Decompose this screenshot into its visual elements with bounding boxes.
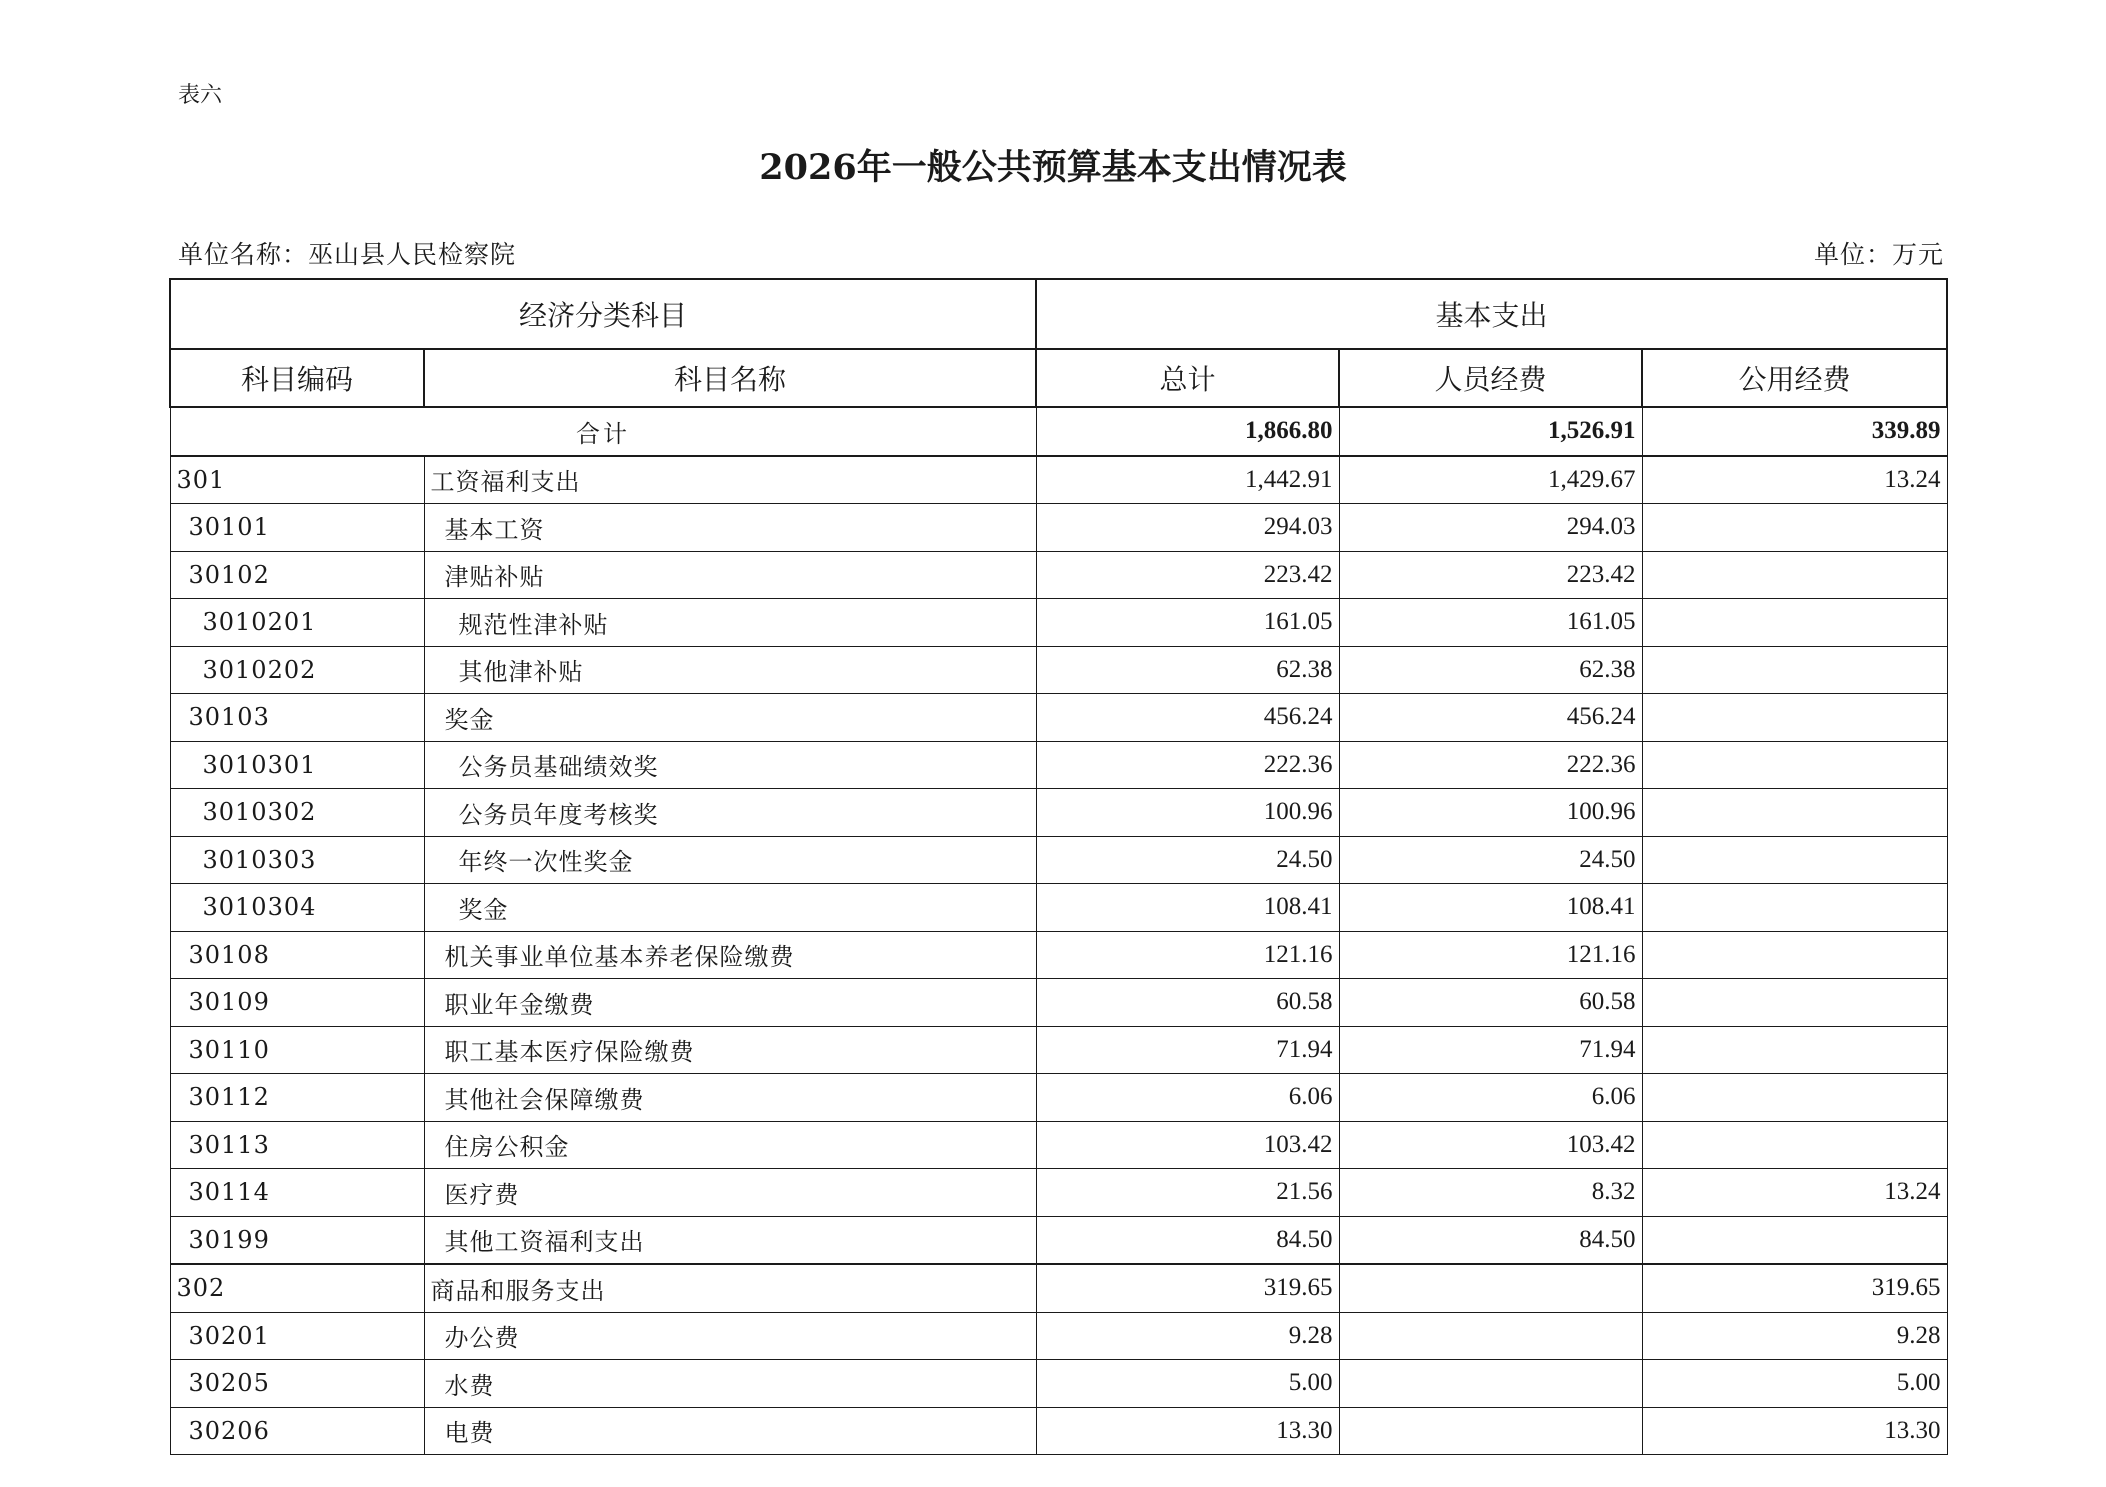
row-name: 其他社会保障缴费 [424,1074,1036,1122]
row-total: 6.06 [1036,1074,1339,1122]
row-total: 60.58 [1036,979,1339,1027]
table-row [170,456,1947,504]
row-total: 100.96 [1036,789,1339,837]
row-public: 13.30 [1642,1407,1947,1455]
row-personnel [1339,1360,1642,1408]
row-public: 319.65 [1642,1264,1947,1312]
row-code: 3010304 [170,884,424,932]
row-name: 规范性津补贴 [424,599,1036,647]
total-total: 1,866.80 [1036,407,1339,456]
header-name: 科目名称 [424,349,1036,407]
row-total: 108.41 [1036,884,1339,932]
row-personnel: 121.16 [1339,931,1642,979]
row-name: 基本工资 [424,504,1036,552]
row-code: 30201 [170,1312,424,1360]
row-code: 30108 [170,931,424,979]
row-personnel: 71.94 [1339,1026,1642,1074]
row-personnel: 294.03 [1339,504,1642,552]
row-personnel [1339,1264,1642,1312]
table-label: 表六 [178,83,223,108]
row-public [1642,646,1947,694]
row-public [1642,599,1947,647]
budget-table [169,278,1948,1455]
row-personnel: 8.32 [1339,1169,1642,1217]
row-total: 222.36 [1036,741,1339,789]
row-personnel: 84.50 [1339,1216,1642,1264]
row-name: 住房公积金 [424,1121,1036,1169]
row-name: 奖金 [424,884,1036,932]
row-public [1642,1216,1947,1264]
row-name: 年终一次性奖金 [424,836,1036,884]
row-public: 5.00 [1642,1360,1947,1408]
total-personnel: 1,526.91 [1339,407,1642,456]
page-title: 2026年一般公共预算基本支出情况表 [759,147,1347,188]
header-econ-class: 经济分类科目 [170,279,1036,349]
row-code: 30114 [170,1169,424,1217]
header-total: 总计 [1036,349,1339,407]
table-row [170,1216,1947,1264]
row-public [1642,504,1947,552]
header-row-group [170,279,1947,349]
table-row [170,1312,1947,1360]
row-total: 13.30 [1036,1407,1339,1455]
header-public: 公用经费 [1642,349,1947,407]
table-row [170,1407,1947,1455]
row-code: 30109 [170,979,424,1027]
row-code: 302 [170,1264,424,1312]
row-code: 30113 [170,1121,424,1169]
table-row [170,646,1947,694]
row-total: 21.56 [1036,1169,1339,1217]
row-public [1642,884,1947,932]
row-name: 津贴补贴 [424,551,1036,599]
row-personnel: 108.41 [1339,884,1642,932]
header-row-columns [170,349,1947,407]
row-public [1642,931,1947,979]
row-personnel: 1,429.67 [1339,456,1642,504]
row-code: 3010202 [170,646,424,694]
row-code: 30103 [170,694,424,742]
row-personnel [1339,1312,1642,1360]
row-public [1642,551,1947,599]
table-row [170,1121,1947,1169]
header-personnel: 人员经费 [1339,349,1642,407]
row-public [1642,789,1947,837]
row-name: 奖金 [424,694,1036,742]
row-name: 其他津补贴 [424,646,1036,694]
row-code: 3010302 [170,789,424,837]
row-name: 机关事业单位基本养老保险缴费 [424,931,1036,979]
currency-unit: 单位：万元 [1813,240,1944,269]
row-code: 30102 [170,551,424,599]
table-row [170,1169,1947,1217]
row-public [1642,694,1947,742]
unit-name: 单位名称：巫山县人民检察院 [178,240,517,269]
table-row [170,1360,1947,1408]
row-code: 30112 [170,1074,424,1122]
row-name: 职工基本医疗保险缴费 [424,1026,1036,1074]
table-row [170,836,1947,884]
row-personnel: 24.50 [1339,836,1642,884]
row-name: 办公费 [424,1312,1036,1360]
row-code: 30199 [170,1216,424,1264]
row-public [1642,979,1947,1027]
row-public: 9.28 [1642,1312,1947,1360]
row-total: 103.42 [1036,1121,1339,1169]
row-personnel: 100.96 [1339,789,1642,837]
row-total: 223.42 [1036,551,1339,599]
table-row [170,1026,1947,1074]
row-code: 301 [170,456,424,504]
row-personnel: 161.05 [1339,599,1642,647]
row-total: 71.94 [1036,1026,1339,1074]
table-row [170,551,1947,599]
row-code: 30206 [170,1407,424,1455]
row-code: 30205 [170,1360,424,1408]
row-total: 84.50 [1036,1216,1339,1264]
row-total: 456.24 [1036,694,1339,742]
row-public [1642,1121,1947,1169]
row-code: 30101 [170,504,424,552]
table-row [170,504,1947,552]
row-code: 3010301 [170,741,424,789]
row-personnel: 60.58 [1339,979,1642,1027]
row-name: 商品和服务支出 [424,1264,1036,1312]
row-total: 121.16 [1036,931,1339,979]
table-row [170,741,1947,789]
row-public [1642,836,1947,884]
row-personnel: 223.42 [1339,551,1642,599]
row-personnel: 6.06 [1339,1074,1642,1122]
row-name: 电费 [424,1407,1036,1455]
row-personnel: 222.36 [1339,741,1642,789]
row-public [1642,741,1947,789]
row-code: 30110 [170,1026,424,1074]
row-total: 1,442.91 [1036,456,1339,504]
row-total: 5.00 [1036,1360,1339,1408]
row-code: 3010303 [170,836,424,884]
row-public [1642,1074,1947,1122]
table-row [170,694,1947,742]
table-row [170,884,1947,932]
row-total: 161.05 [1036,599,1339,647]
table-row [170,789,1947,837]
table-row [170,979,1947,1027]
row-name: 其他工资福利支出 [424,1216,1036,1264]
table-row [170,1264,1947,1312]
row-name: 职业年金缴费 [424,979,1036,1027]
row-personnel: 456.24 [1339,694,1642,742]
row-total: 62.38 [1036,646,1339,694]
row-public: 13.24 [1642,1169,1947,1217]
table-row [170,931,1947,979]
total-public: 339.89 [1642,407,1947,456]
row-code: 3010201 [170,599,424,647]
header-basic-expense: 基本支出 [1036,279,1947,349]
row-personnel [1339,1407,1642,1455]
table-row [170,599,1947,647]
row-name: 水费 [424,1360,1036,1408]
row-name: 公务员年度考核奖 [424,789,1036,837]
total-label: 合计 [170,407,1036,456]
row-name: 医疗费 [424,1169,1036,1217]
table-row [170,1074,1947,1122]
row-personnel: 103.42 [1339,1121,1642,1169]
row-total: 24.50 [1036,836,1339,884]
row-total: 294.03 [1036,504,1339,552]
row-total: 319.65 [1036,1264,1339,1312]
row-name: 工资福利支出 [424,456,1036,504]
row-personnel: 62.38 [1339,646,1642,694]
header-code: 科目编码 [170,349,424,407]
row-public: 13.24 [1642,456,1947,504]
row-name: 公务员基础绩效奖 [424,741,1036,789]
row-total: 9.28 [1036,1312,1339,1360]
total-row [170,407,1947,456]
row-public [1642,1026,1947,1074]
